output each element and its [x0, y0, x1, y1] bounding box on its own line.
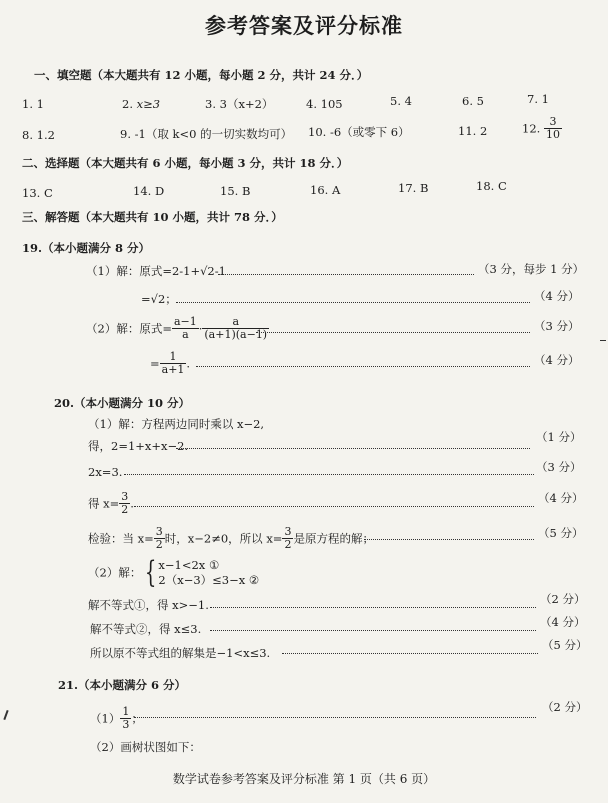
- leader: [124, 474, 534, 475]
- answer-1: 1. 1: [22, 97, 44, 111]
- leader: [210, 630, 536, 631]
- q19-p1-line2: =√2；: [141, 292, 177, 306]
- q20-line6: （2）解： { x−1<2x ① 2（x−3）≤3−x ②: [88, 555, 260, 590]
- answer-8: 8. 1.2: [22, 128, 55, 142]
- q19-p2-score2: （4 分）: [534, 353, 580, 367]
- q20-line7: 解不等式①，得 x>−1.: [88, 598, 209, 612]
- answer-2: 2. x≥3: [122, 97, 161, 111]
- q20-line5-score: （5 分）: [538, 526, 584, 540]
- answer-9: 9. -1（取 k<0 的一切实数均可）: [120, 127, 293, 141]
- section1-header: 一、填空题（本大题共有 12 小题，每小题 2 分，共计 24 分．）: [34, 68, 369, 82]
- q21-line2: （2）画树状图如下：: [90, 740, 201, 754]
- q19-p2-line2: = $\frac{1}{a+1}$ .: [150, 350, 191, 376]
- q20-header: 20.（本小题满分 10 分）: [54, 396, 191, 410]
- answer-4: 4. 105: [306, 97, 343, 111]
- q20-line3: 2x=3.: [88, 465, 123, 479]
- page-footer: 数学试卷参考答案及评分标准 第 1 页（共 6 页）: [172, 772, 436, 786]
- leader: [176, 302, 530, 303]
- leader: [364, 539, 534, 540]
- leader: [210, 607, 536, 608]
- q19-p1-score2: （4 分）: [534, 289, 580, 303]
- q19-p1-score: （3 分，每步 1 分）: [478, 262, 585, 276]
- q20-line7-score: （2 分）: [540, 592, 586, 606]
- answer-5: 5. 4: [390, 94, 412, 108]
- q20-line8: 解不等式②，得 x≤3.: [90, 622, 202, 636]
- q21-line1: （1） $\frac{1}{3}$ ；: [90, 705, 143, 731]
- q19-p2-line1: （2）解：原式= $\frac{a-1}{a}$ · $\frac{a}{(a+1)(a-1)}$: [86, 315, 268, 341]
- q21-header: 21.（本小题满分 6 分）: [58, 678, 187, 692]
- q20-line3-score: （3 分）: [536, 460, 582, 474]
- answer-16: 16. A: [310, 183, 341, 197]
- leader: [134, 506, 534, 507]
- leader: [282, 653, 538, 654]
- q20-line2-score: （1 分）: [536, 430, 582, 444]
- q19-p2-score: （3 分）: [534, 319, 580, 333]
- answer-12: 12. $\frac{3}{10}$: [522, 115, 560, 141]
- q20-line4-score: （4 分）: [538, 491, 584, 505]
- q20-line4: 得 x= $\frac{3}{2}$ .: [88, 490, 134, 516]
- q20-line9: 所以原不等式组的解集是−1<x≤3.: [90, 646, 271, 660]
- answer-14: 14. D: [133, 184, 165, 198]
- answer-7: 7. 1: [527, 92, 549, 106]
- answer-15: 15. B: [220, 184, 251, 198]
- page-title: 参考答案及评分标准: [205, 13, 403, 38]
- answer-13: 13. C: [22, 186, 53, 200]
- answer-18: 18. C: [476, 179, 507, 193]
- answer-3: 3. 3（x+2）: [205, 97, 274, 111]
- leader: [218, 274, 474, 275]
- answer-11: 11. 2: [458, 124, 488, 138]
- q19-header: 19.（本小题满分 8 分）: [22, 241, 151, 255]
- answer-10: 10. -6（或零下 6）: [308, 125, 410, 139]
- q20-line8-score: （4 分）: [540, 615, 586, 629]
- leader: [196, 366, 530, 367]
- section3-header: 三、解答题（本大题共有 10 小题，共计 78 分．）: [22, 210, 283, 224]
- q20-line9-score: （5 分）: [542, 638, 588, 652]
- scan-mark: [3, 710, 8, 720]
- q19-p1-line1: （1）解：原式=2-1+√2-1: [86, 264, 226, 278]
- q20-line2: 得，2=1+x+x−2.: [88, 439, 189, 453]
- q21-line1-score: （2 分）: [542, 700, 588, 714]
- section2-header: 二、选择题（本大题共有 6 小题，每小题 3 分，共计 18 分．）: [22, 156, 349, 170]
- answer-17: 17. B: [398, 181, 429, 195]
- q20-line1: （1）解：方程两边同时乘以 x−2,: [88, 417, 265, 431]
- q20-line5: 检验：当 x= $\frac{3}{2}$ 时，x−2≠0，所以 x= $\frac{3}{2}$ 是原方程的解；: [88, 525, 374, 551]
- answer-6: 6. 5: [462, 94, 484, 108]
- scan-mark: [600, 340, 606, 341]
- leader: [176, 448, 530, 449]
- leader: [256, 332, 530, 333]
- leader: [134, 717, 536, 718]
